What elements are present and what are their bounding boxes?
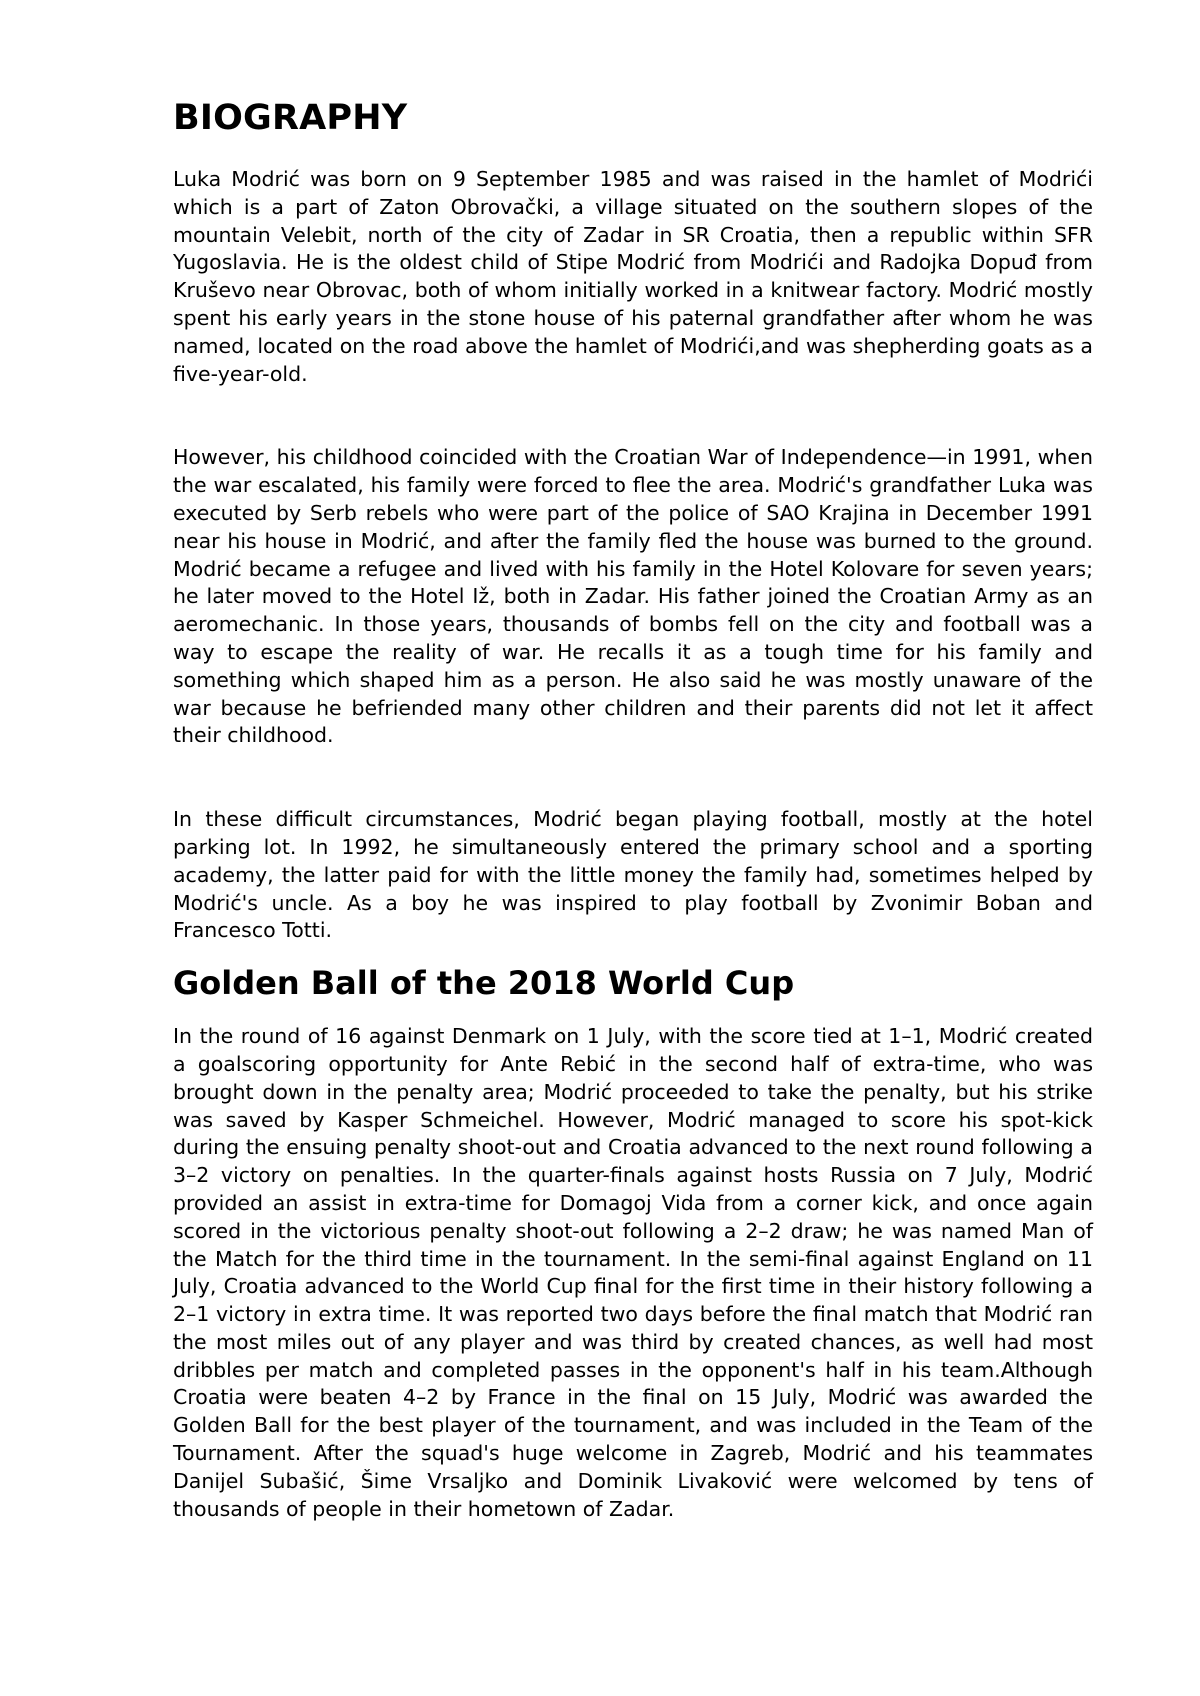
- world-cup-paragraph: In the round of 16 against Denmark on 1 July, with the score tied at 1–1, Modrić created a goalscoring opportunity for Ante Rebić in the second half of extra-time, who was brought down in the penalty area; Modrić proceeded to take the penalty, but his strike was saved by Kasper Schmeichel. However, Modrić managed to score his spot-kick during the ensuing penalty shoot-out and Croatia advanced to the next round following a 3–2 victory on penalties. In the quarter-finals against hosts Russia on 7 July, Modrić provided an assist in extra-time for Domagoj Vida from a corner kick, and once again scored in the victorious penalty shoot-out following a 2–2 draw; he was named Man of the Match for the third time in the tournament. In the semi-final against England on 11 July, Croatia advanced to the World Cup final for the first time in their history following a 2–1 victory in extra time. It was reported two days before the final match that Modrić ran the most miles out of any player and was third by created chances, as well had most dribbles per match and completed passes in the opponent's half in his team.Although Croatia were beaten 4–2 by France in the final on 15 July, Modrić was awarded the Golden Ball for the best player of the tournament, and was included in the Team of the Tournament. After the squad's huge welcome in Zagreb, Modrić and his teammates Danijel Subašić, Šime Vrsaljko and Dominik Livaković were welcomed by tens of thousands of people in their hometown of Zadar.: [173, 1024, 1093, 1521]
- world-cup-heading: Golden Ball of the 2018 World Cup: [173, 964, 795, 1003]
- biography-heading: BIOGRAPHY: [173, 98, 408, 138]
- paragraph-spacer: [173, 388, 1093, 444]
- paragraph-spacer: [173, 750, 1093, 806]
- biography-paragraph-1: Luka Modrić was born on 9 September 1985 and was raised in the hamlet of Modrići which is a part of Zaton Obrovački, a village situated on the southern slopes of the mountain Velebit, north of the city of Zadar in SR Croatia, then a republic within SFR Yugoslavia. He is the oldest child of Stipe Modrić from Modrići and Radojka Dopuđ from Kruševo near Obrovac, both of whom initially worked in a knitwear factory. Modrić mostly spent his early years in the stone house of his paternal grandfather after whom he was named, located on the road above the hamlet of Modrići,and was shepherding goats as a five-year-old.: [173, 167, 1093, 386]
- biography-paragraph-3: In these difficult circumstances, Modrić began playing football, mostly at the hotel parking lot. In 1992, he simultaneously entered the primary school and a sporting academy, the latter paid for with the little money the family had, sometimes helped by Modrić's uncle. As a boy he was inspired to play football by Zvonimir Boban and Francesco Totti.: [173, 807, 1093, 943]
- biography-paragraph-2: However, his childhood coincided with the Croatian War of Independence—in 1991, when the war escalated, his family were forced to flee the area. Modrić's grandfather Luka was executed by Serb rebels who were part of the police of SAO Krajina in December 1991 near his house in Modrić, and after the family fled the house was burned to the ground. Modrić became a refugee and lived with his family in the Hotel Kolovare for seven years; he later moved to the Hotel Iž, both in Zadar. His father joined the Croatian Army as an aeromechanic. In those years, thousands of bombs fell on the city and football was a way to escape the reality of war. He recalls it as a tough time for his family and something which shaped him as a person. He also said he was mostly unaware of the war because he befriended many other children and their parents did not let it affect their childhood.: [173, 445, 1093, 748]
- document-page: [173, 96, 1093, 1523]
